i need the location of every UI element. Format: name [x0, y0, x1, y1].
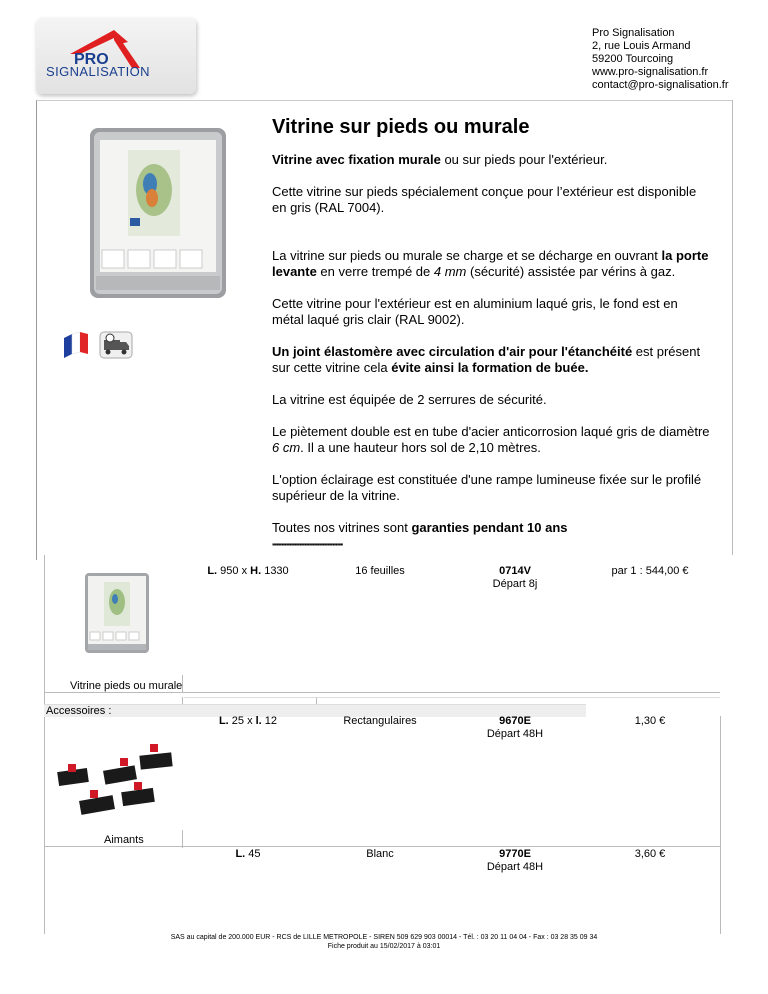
table-right-border: [720, 716, 721, 934]
company-street: 2, rue Louis Armand: [592, 40, 691, 52]
cell-spec-3: Blanc: [366, 848, 394, 860]
thumb-vitrine: [84, 572, 152, 661]
table-left-border-2: [44, 716, 45, 934]
footer-legal: SAS au capital de 200.000 EUR - RCS de LILLE METROPOLE - SIREN 509 629 903 00014 - Tél. : 03 20 11 04 04 - Fax : 03 28 35 09 34: [170, 934, 598, 941]
french-flag-icon: [64, 332, 88, 358]
footer-date: Fiche produit au 15/02/2017 à 03:01: [327, 943, 441, 950]
logo-text-pro: PRO: [74, 51, 109, 68]
desc-p4: Cette vitrine pour l'extérieur est en aluminium laqué gris, le fond est en métal laqué gris clair (RAL 9002).: [272, 296, 678, 327]
desc-p9: Toutes nos vitrines sont garanties pendant 10 ans: [272, 520, 568, 535]
desc-p6: La vitrine est équipée de 2 serrures de sécurité.: [272, 392, 547, 407]
desc-p3: La vitrine sur pieds ou murale se charge et se décharge en ouvrant la porte levante en verre trempé de 4 mm (sécurité) assistée par vérins à gaz.: [272, 248, 709, 279]
product-description: [272, 115, 712, 552]
badge-icons: [62, 330, 136, 360]
cell-ref-2: 9670E Départ 48H: [486, 715, 544, 740]
page-footer: [0, 933, 768, 951]
company-logo: [36, 18, 196, 94]
row-divider-3: [44, 846, 720, 847]
thumb-aimants: [54, 740, 184, 835]
company-name: Pro Signalisation: [592, 27, 675, 39]
cell-price-1: par 1 : 544,00 €: [611, 565, 689, 577]
product-image: [88, 126, 236, 302]
desc-p5: Un joint élastomère avec circulation d'air pour l'étanchéité est présent sur cette vitrine cela évite ainsi la formation de buée.: [272, 344, 701, 375]
cell-price-2: 1,30 €: [634, 715, 666, 727]
row-divider-2: [184, 697, 720, 698]
desc-p1: Vitrine avec fixation murale ou sur pieds pour l'extérieur.: [272, 152, 608, 167]
separator-dashes: '''''''''''''''''''''''''''''''''''''''''''''''''''''''''''''''''''''''''''''''''''''''''''''''''': [272, 542, 343, 552]
cell-dimensions-3: L. 45: [235, 848, 261, 860]
logo-text-signalisation: SIGNALISATION: [46, 64, 150, 79]
company-city: 59200 Tourcoing: [592, 53, 674, 65]
accessories-header: Accessoires :: [44, 704, 586, 717]
row-divider-1: [44, 692, 720, 693]
cell-ref-1: 0714V Départ 8j: [492, 565, 538, 590]
cell-ref-3: 9770E Départ 48H: [486, 848, 544, 873]
caption-vitrine: Vitrine pieds ou murale: [70, 680, 183, 692]
cell-price-3: 3,60 €: [634, 848, 666, 860]
table-left-border: [44, 555, 45, 705]
cell-spec-2: Rectangulaires: [343, 715, 417, 727]
delivery-truck-icon: [100, 332, 132, 358]
cell-dimensions-2: L. 25 x l. 12: [218, 715, 278, 727]
cell-dimensions-1: L. 950 x H. 1330: [207, 565, 289, 577]
company-address: [592, 27, 729, 92]
desc-p8: L'option éclairage est constituée d'une rampe lumineuse fixée sur le profilé supérieur de la vitrine.: [272, 472, 702, 503]
cell-spec-1: 16 feuilles: [355, 565, 405, 577]
company-email[interactable]: contact@pro-signalisation.fr: [592, 79, 729, 91]
desc-p2: Cette vitrine sur pieds spécialement conçue pour l’extérieur est disponible en gris (RAL 7004).: [272, 184, 697, 215]
frame-right-border: [732, 100, 733, 555]
desc-p7: Le piètement double est en tube d'acier anticorrosion laqué gris de diamètre 6 cm. Il a une hauteur hors sol de 2,10 mètres.: [272, 424, 710, 455]
company-website[interactable]: www.pro-signalisation.fr: [592, 66, 709, 78]
caption-aimants: Aimants: [104, 834, 144, 846]
product-title: Vitrine sur pieds ou murale: [272, 116, 530, 138]
